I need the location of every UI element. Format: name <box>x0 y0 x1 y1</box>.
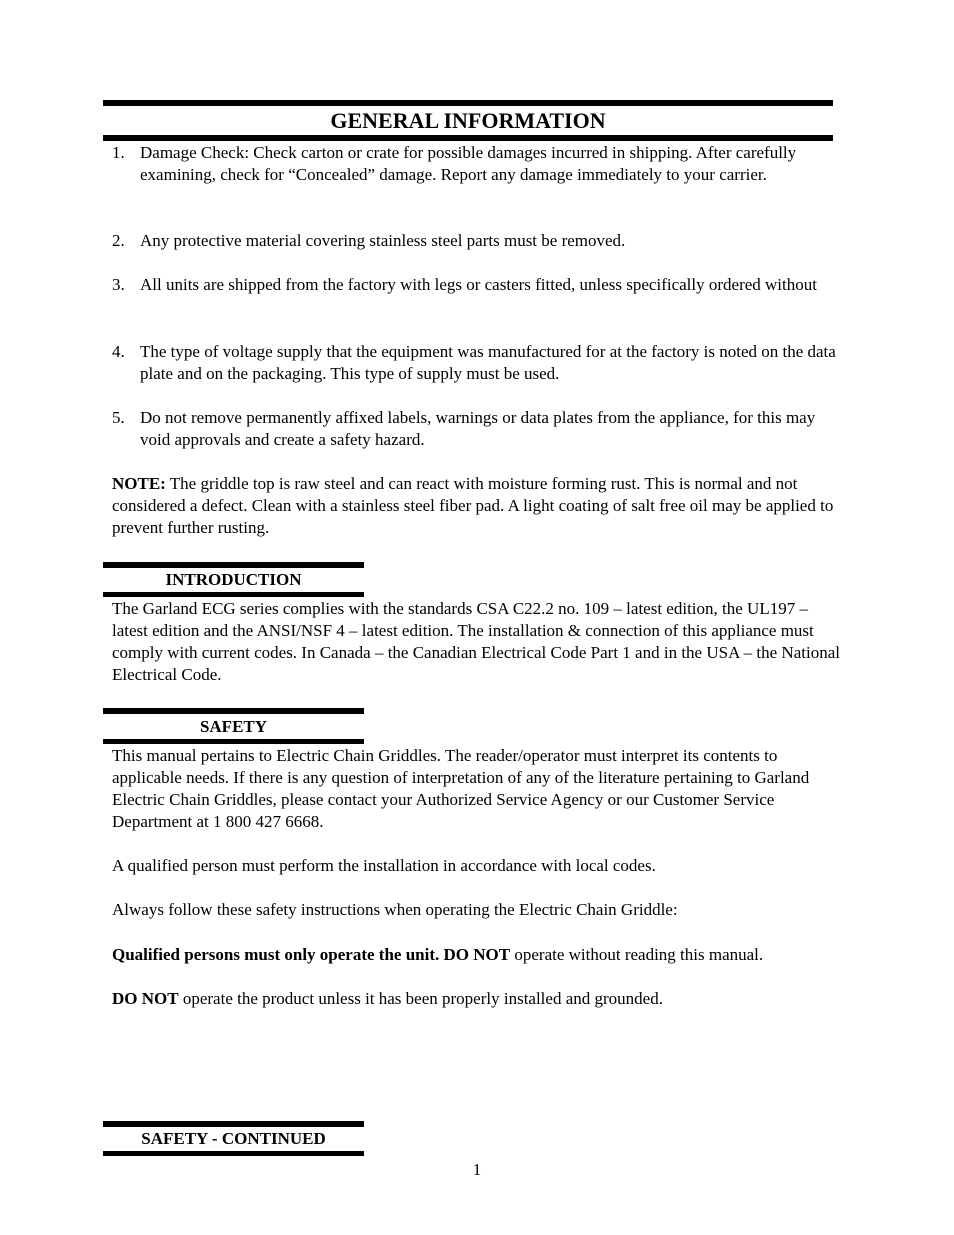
safety-paragraph-2: A qualified person must perform the installation in accordance with local codes. <box>112 856 656 875</box>
list-item: 1. Damage Check: Check carton or crate for possible damages incurred in shipping. After carefully examining, check for “Concealed” damage. Report any damage immediately to your carrier. <box>112 143 797 184</box>
safety-continued-top-rule <box>103 1121 364 1127</box>
note-paragraph <box>112 473 847 539</box>
safety-paragraph-3: Always follow these safety instructions when operating the Electric Chain Griddle: <box>112 900 678 919</box>
general-top-rule <box>103 100 833 106</box>
note-label: NOTE: <box>112 474 166 493</box>
introduction-top-rule <box>103 562 364 568</box>
safety-title: SAFETY <box>199 717 268 736</box>
safety-paragraph-1: This manual pertains to Electric Chain Griddles. The reader/operator must interpret its contents to applicable needs. If there is any question of interpretation of any of the literature pertaining to Garland Electric Chain Griddles, please contact your Authorized Service Agency or our Customer Service Department at 1 800 427 6668. <box>112 746 810 831</box>
safety-continued-bottom-rule <box>103 1151 364 1156</box>
introduction-bottom-rule <box>103 592 364 597</box>
safety-top-rule <box>103 708 364 714</box>
list-item: 3. All units are shipped from the factory with legs or casters fitted, unless specifically ordered without <box>112 275 817 294</box>
note-text: The griddle top is raw steel and can react with moisture forming rust. This is normal and not considered a defect. Clean with a stainless steel fiber pad. A light coating of salt free oil may be applied to prevent further rusting. <box>112 474 834 537</box>
safety-bottom-rule <box>103 739 364 744</box>
list-item: 5. Do not remove permanently affixed labels, warnings or data plates from the appliance, for this may void approvals and create a safety hazard. <box>112 408 816 449</box>
safety-p5-text: operate the product unless it has been properly installed and grounded. <box>178 989 663 1008</box>
page-number: 1 <box>472 1160 482 1179</box>
list-item: 2. Any protective material covering stainless steel parts must be removed. <box>112 231 626 250</box>
safety-continued-title: SAFETY - CONTINUED <box>141 1129 326 1148</box>
safety-p4-bold: Qualified persons must only operate the unit. DO NOT <box>112 945 511 964</box>
safety-paragraph-5 <box>112 988 847 1010</box>
introduction-paragraph: The Garland ECG series complies with the standards CSA C22.2 no. 109 – latest edition, the UL197 – latest edition and the ANSI/NSF 4 – latest edition. The installation & connection of this appliance must comply with current codes. In Canada – the Canadian Electrical Code Part 1 and in the USA – the National Electrical Code. <box>112 599 840 684</box>
list-item: 4. The type of voltage supply that the equipment was manufactured for at the factory is noted on the data plate and on the packaging. This type of supply must be used. <box>112 342 836 383</box>
general-information-title: GENERAL INFORMATION <box>330 108 606 133</box>
safety-p5-bold: DO NOT <box>112 989 179 1008</box>
general-bottom-rule <box>103 135 833 141</box>
introduction-title: INTRODUCTION <box>165 570 302 589</box>
safety-p4-text: operate without reading this manual. <box>510 945 764 964</box>
safety-paragraph-4 <box>112 944 847 966</box>
